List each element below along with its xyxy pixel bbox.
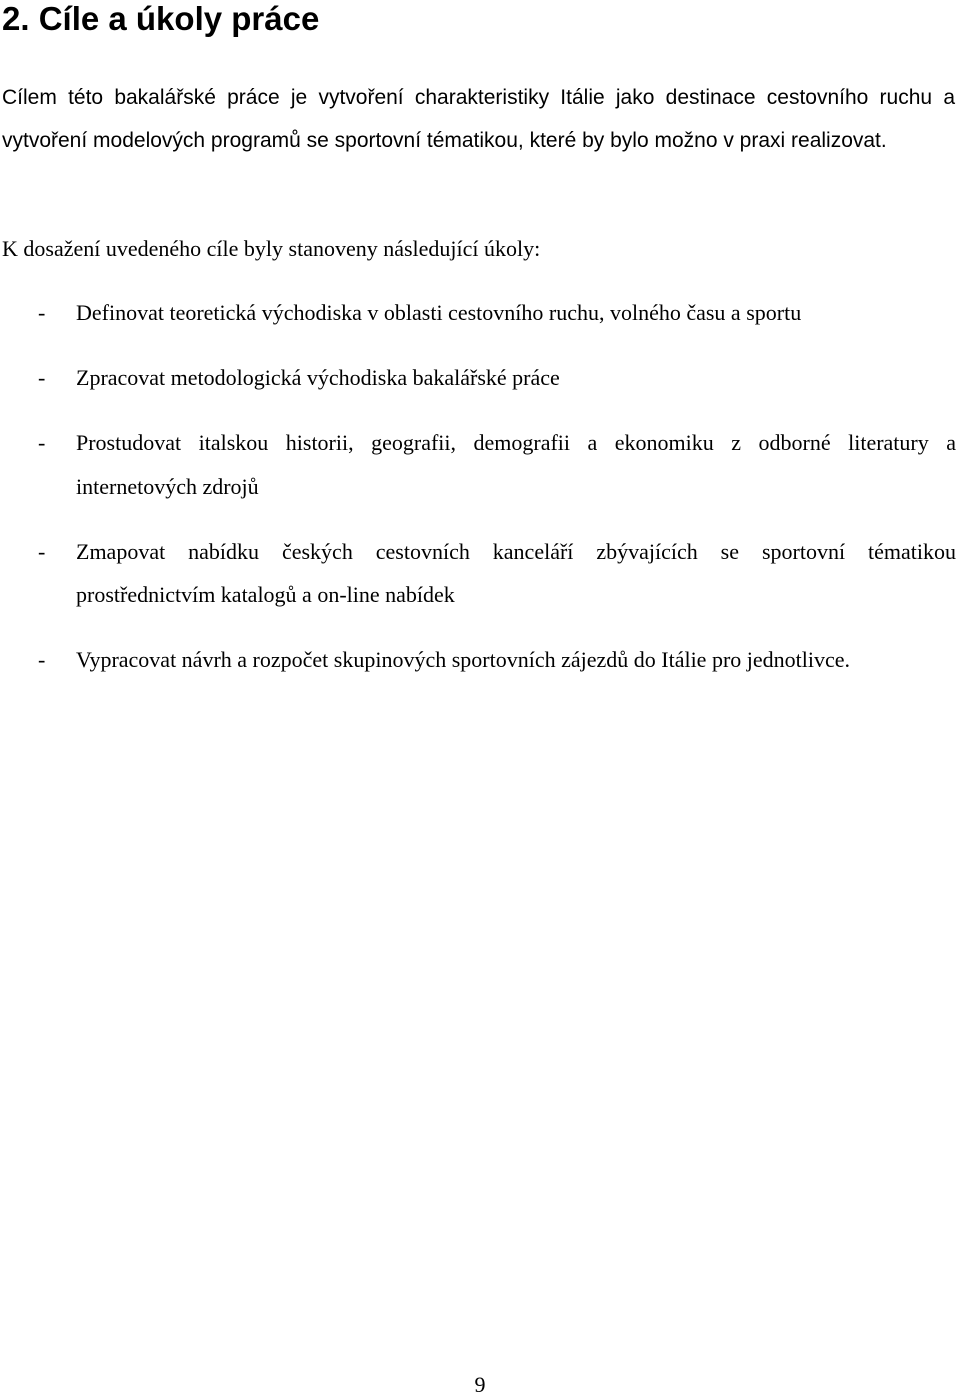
task-text: Prostudovat italskou historii, geografii, demografii a ekonomiku z odborné literatury a internetových zdrojů — [76, 430, 956, 499]
tasks-lead-paragraph: K dosažení uvedeného cíle byly stanoveny následující úkoly: — [2, 236, 541, 261]
tasks-list — [0, 291, 960, 703]
list-item — [0, 638, 956, 682]
list-item — [0, 530, 956, 617]
task-text: Definovat teoretická východiska v oblasti cestovního ruchu, volného času a sportu — [76, 300, 802, 325]
task-text: Zmapovat nabídku českých cestovních kanceláří zbývajících se sportovní tématikou prostřednictvím katalogů a on-line nabídek — [76, 538, 956, 607]
bullet-dash: - — [38, 300, 46, 325]
list-item — [0, 291, 956, 335]
bullet-dash: - — [38, 365, 46, 390]
bullet-dash: - — [38, 647, 46, 672]
bullet-dash: - — [38, 538, 46, 564]
bullet-dash: - — [38, 430, 46, 455]
page-number: 9 — [474, 1372, 486, 1397]
task-text: Zpracovat metodologická východiska bakalářské práce — [76, 365, 560, 390]
task-text: Vypracovat návrh a rozpočet skupinových sportovních zájezdů do Itálie pro jednotlivce. — [76, 647, 851, 672]
list-item — [0, 421, 956, 508]
section-heading: 2. Cíle a úkoly práce — [2, 0, 320, 37]
list-item — [0, 356, 956, 400]
intro-paragraph: Cílem této bakalářské práce je vytvoření charakteristiky Itálie jako destinace cestovního ruchu a vytvoření modelových programů se sportovní tématikou, které by bylo možno v praxi realizovat. — [2, 86, 955, 152]
